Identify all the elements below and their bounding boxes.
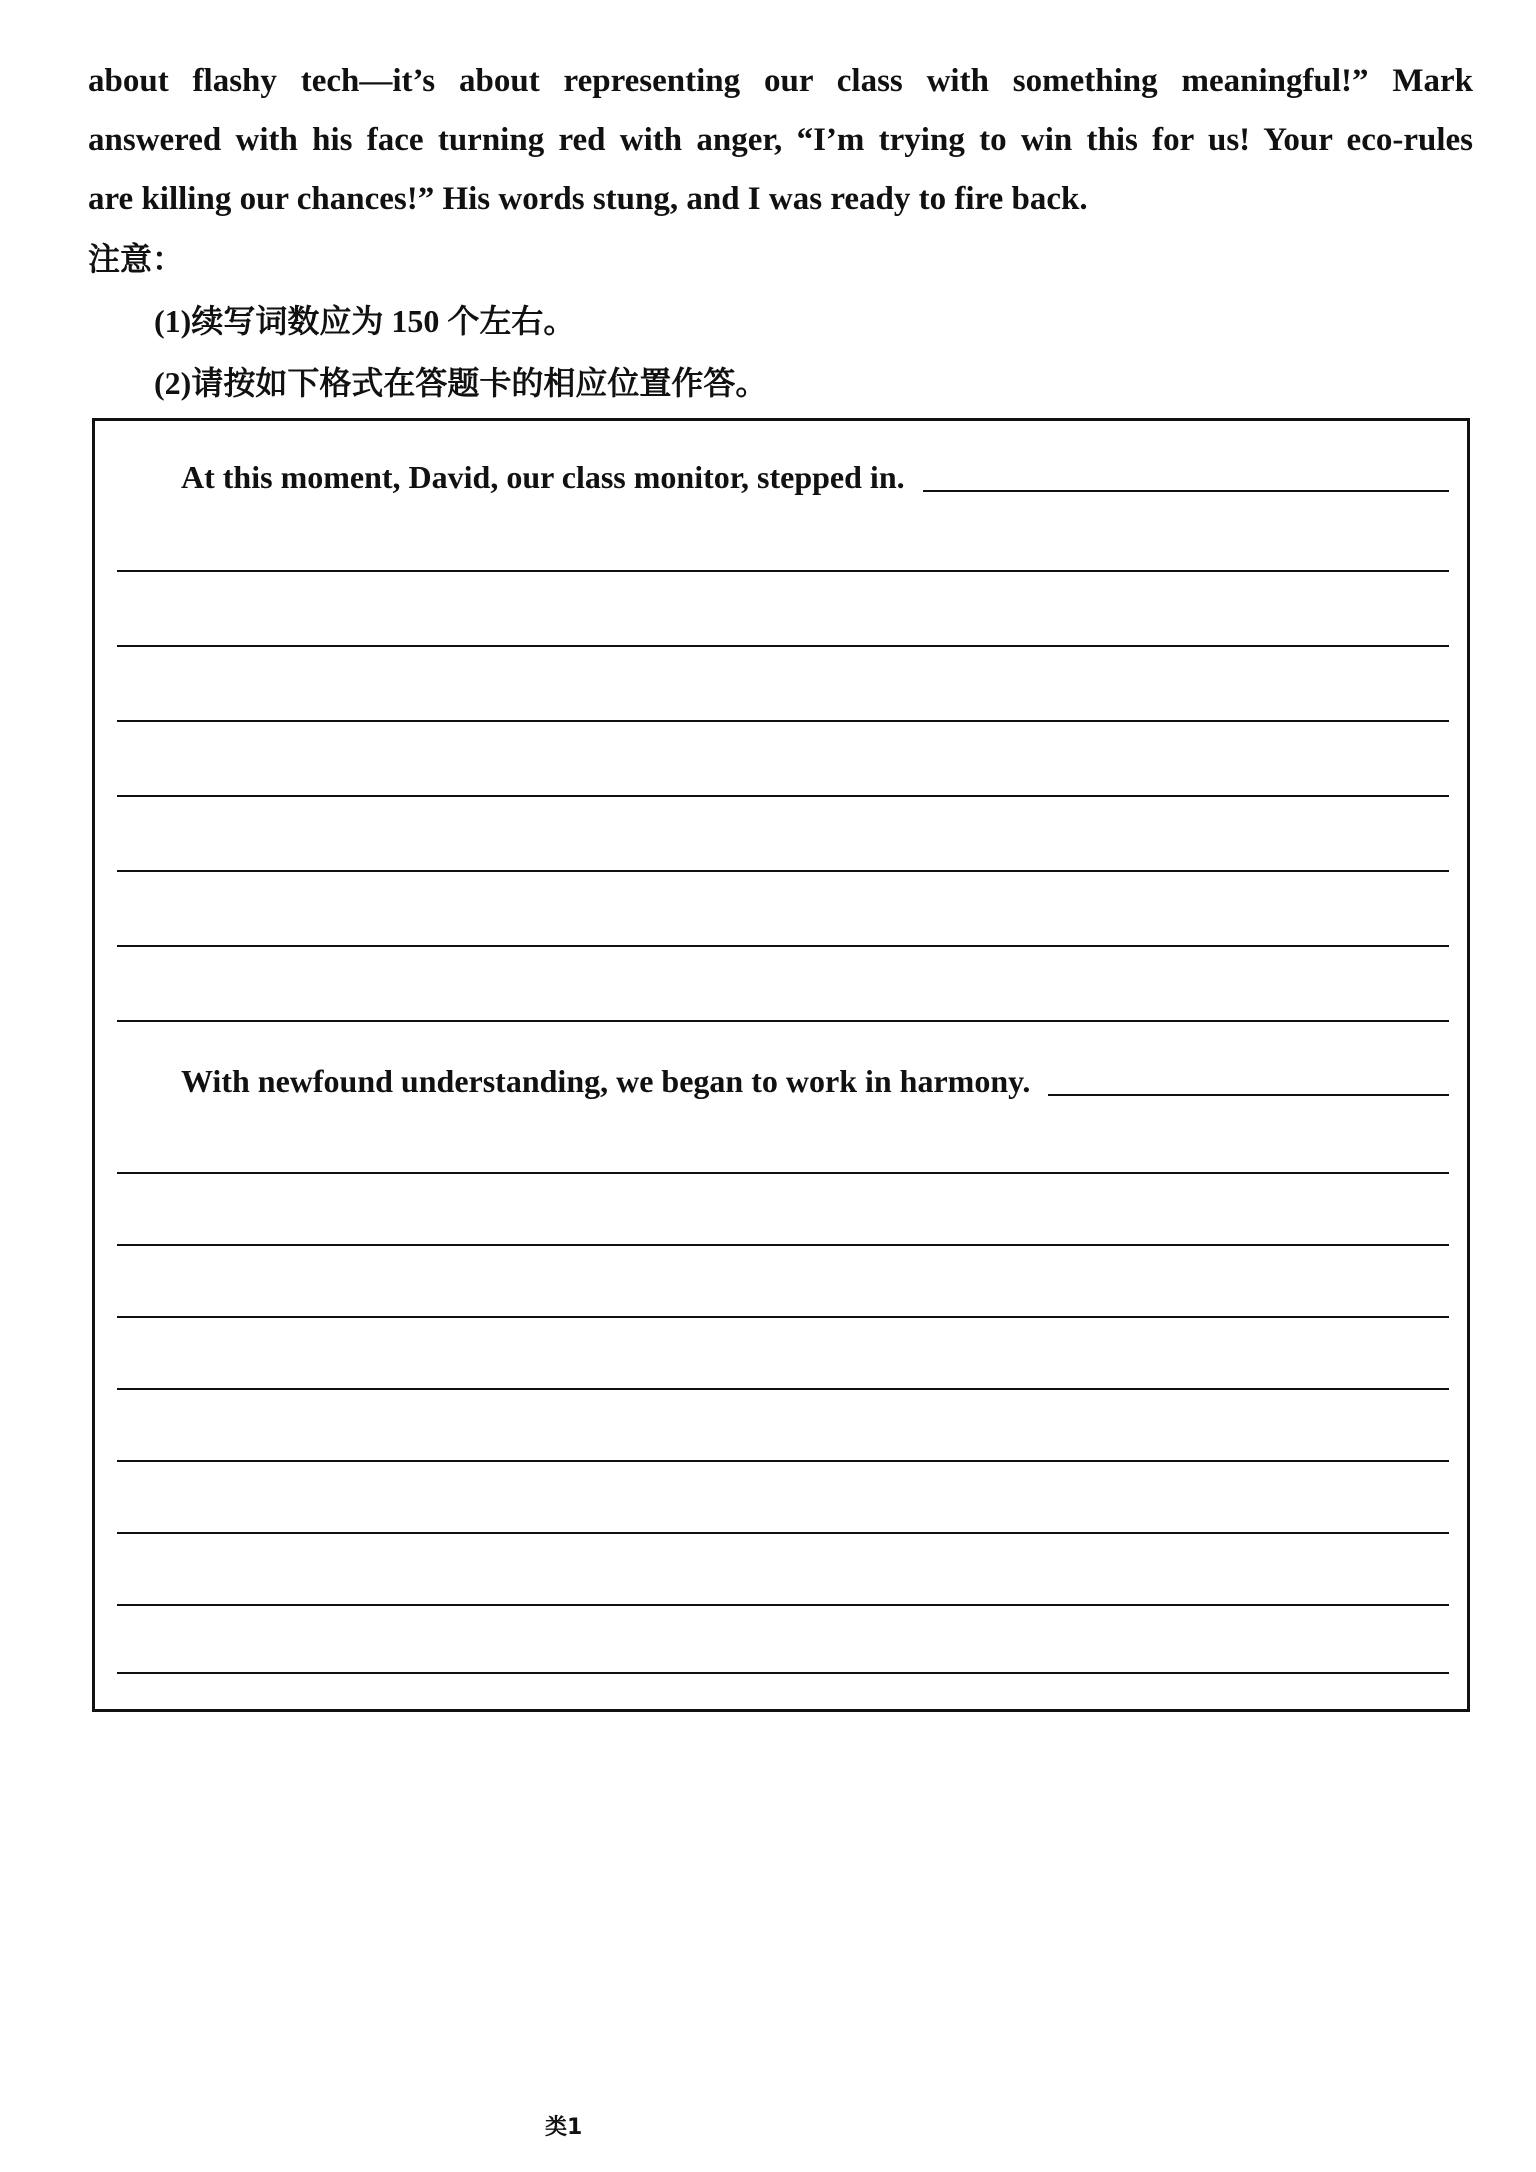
paragraph-1-opening: At this moment, David, our class monitor, stepped in. — [181, 459, 905, 495]
paragraph-2-opening: With newfound understanding, we began to work in harmony. — [181, 1063, 1031, 1099]
writing-line[interactable] — [117, 1316, 1449, 1318]
notes-title: 注意： — [88, 241, 185, 277]
writing-line[interactable] — [117, 945, 1449, 947]
story-passage — [88, 52, 1473, 229]
passage-line-3: are killing our chances!” His words stung, and I was ready to fire back. — [88, 181, 1088, 217]
note-item-format: (2)请按如下格式在答题卡的相应位置作答。 — [154, 365, 768, 401]
writing-line[interactable] — [117, 1244, 1449, 1246]
instructions — [88, 228, 1473, 414]
footer-mark: 类1 — [545, 2115, 583, 2140]
writing-line[interactable] — [117, 570, 1449, 572]
writing-line[interactable] — [117, 1460, 1449, 1462]
writing-line[interactable] — [117, 795, 1449, 797]
note-item-word-count: (1)续写词数应为 150 个左右。 — [154, 303, 576, 339]
writing-line[interactable] — [1048, 1094, 1449, 1096]
paragraph-2-prompt-row — [181, 1063, 1449, 1100]
writing-line[interactable] — [117, 1672, 1449, 1674]
writing-line[interactable] — [117, 1172, 1449, 1174]
writing-line[interactable] — [117, 645, 1449, 647]
writing-line[interactable] — [923, 490, 1449, 492]
writing-line[interactable] — [117, 1604, 1449, 1606]
paragraph-1-prompt-row — [181, 459, 1449, 496]
answer-box — [92, 418, 1470, 1712]
passage-line-1: about flashy tech—it’s about representing our class with something meaningful!” Mark — [88, 63, 1473, 99]
writing-line[interactable] — [117, 1388, 1449, 1390]
writing-line[interactable] — [117, 1532, 1449, 1534]
writing-line[interactable] — [117, 720, 1449, 722]
passage-line-2: answered with his face turning red with anger, “I’m trying to win this for us! Your eco-rules — [88, 122, 1473, 158]
writing-line[interactable] — [117, 870, 1449, 872]
writing-line[interactable] — [117, 1020, 1449, 1022]
